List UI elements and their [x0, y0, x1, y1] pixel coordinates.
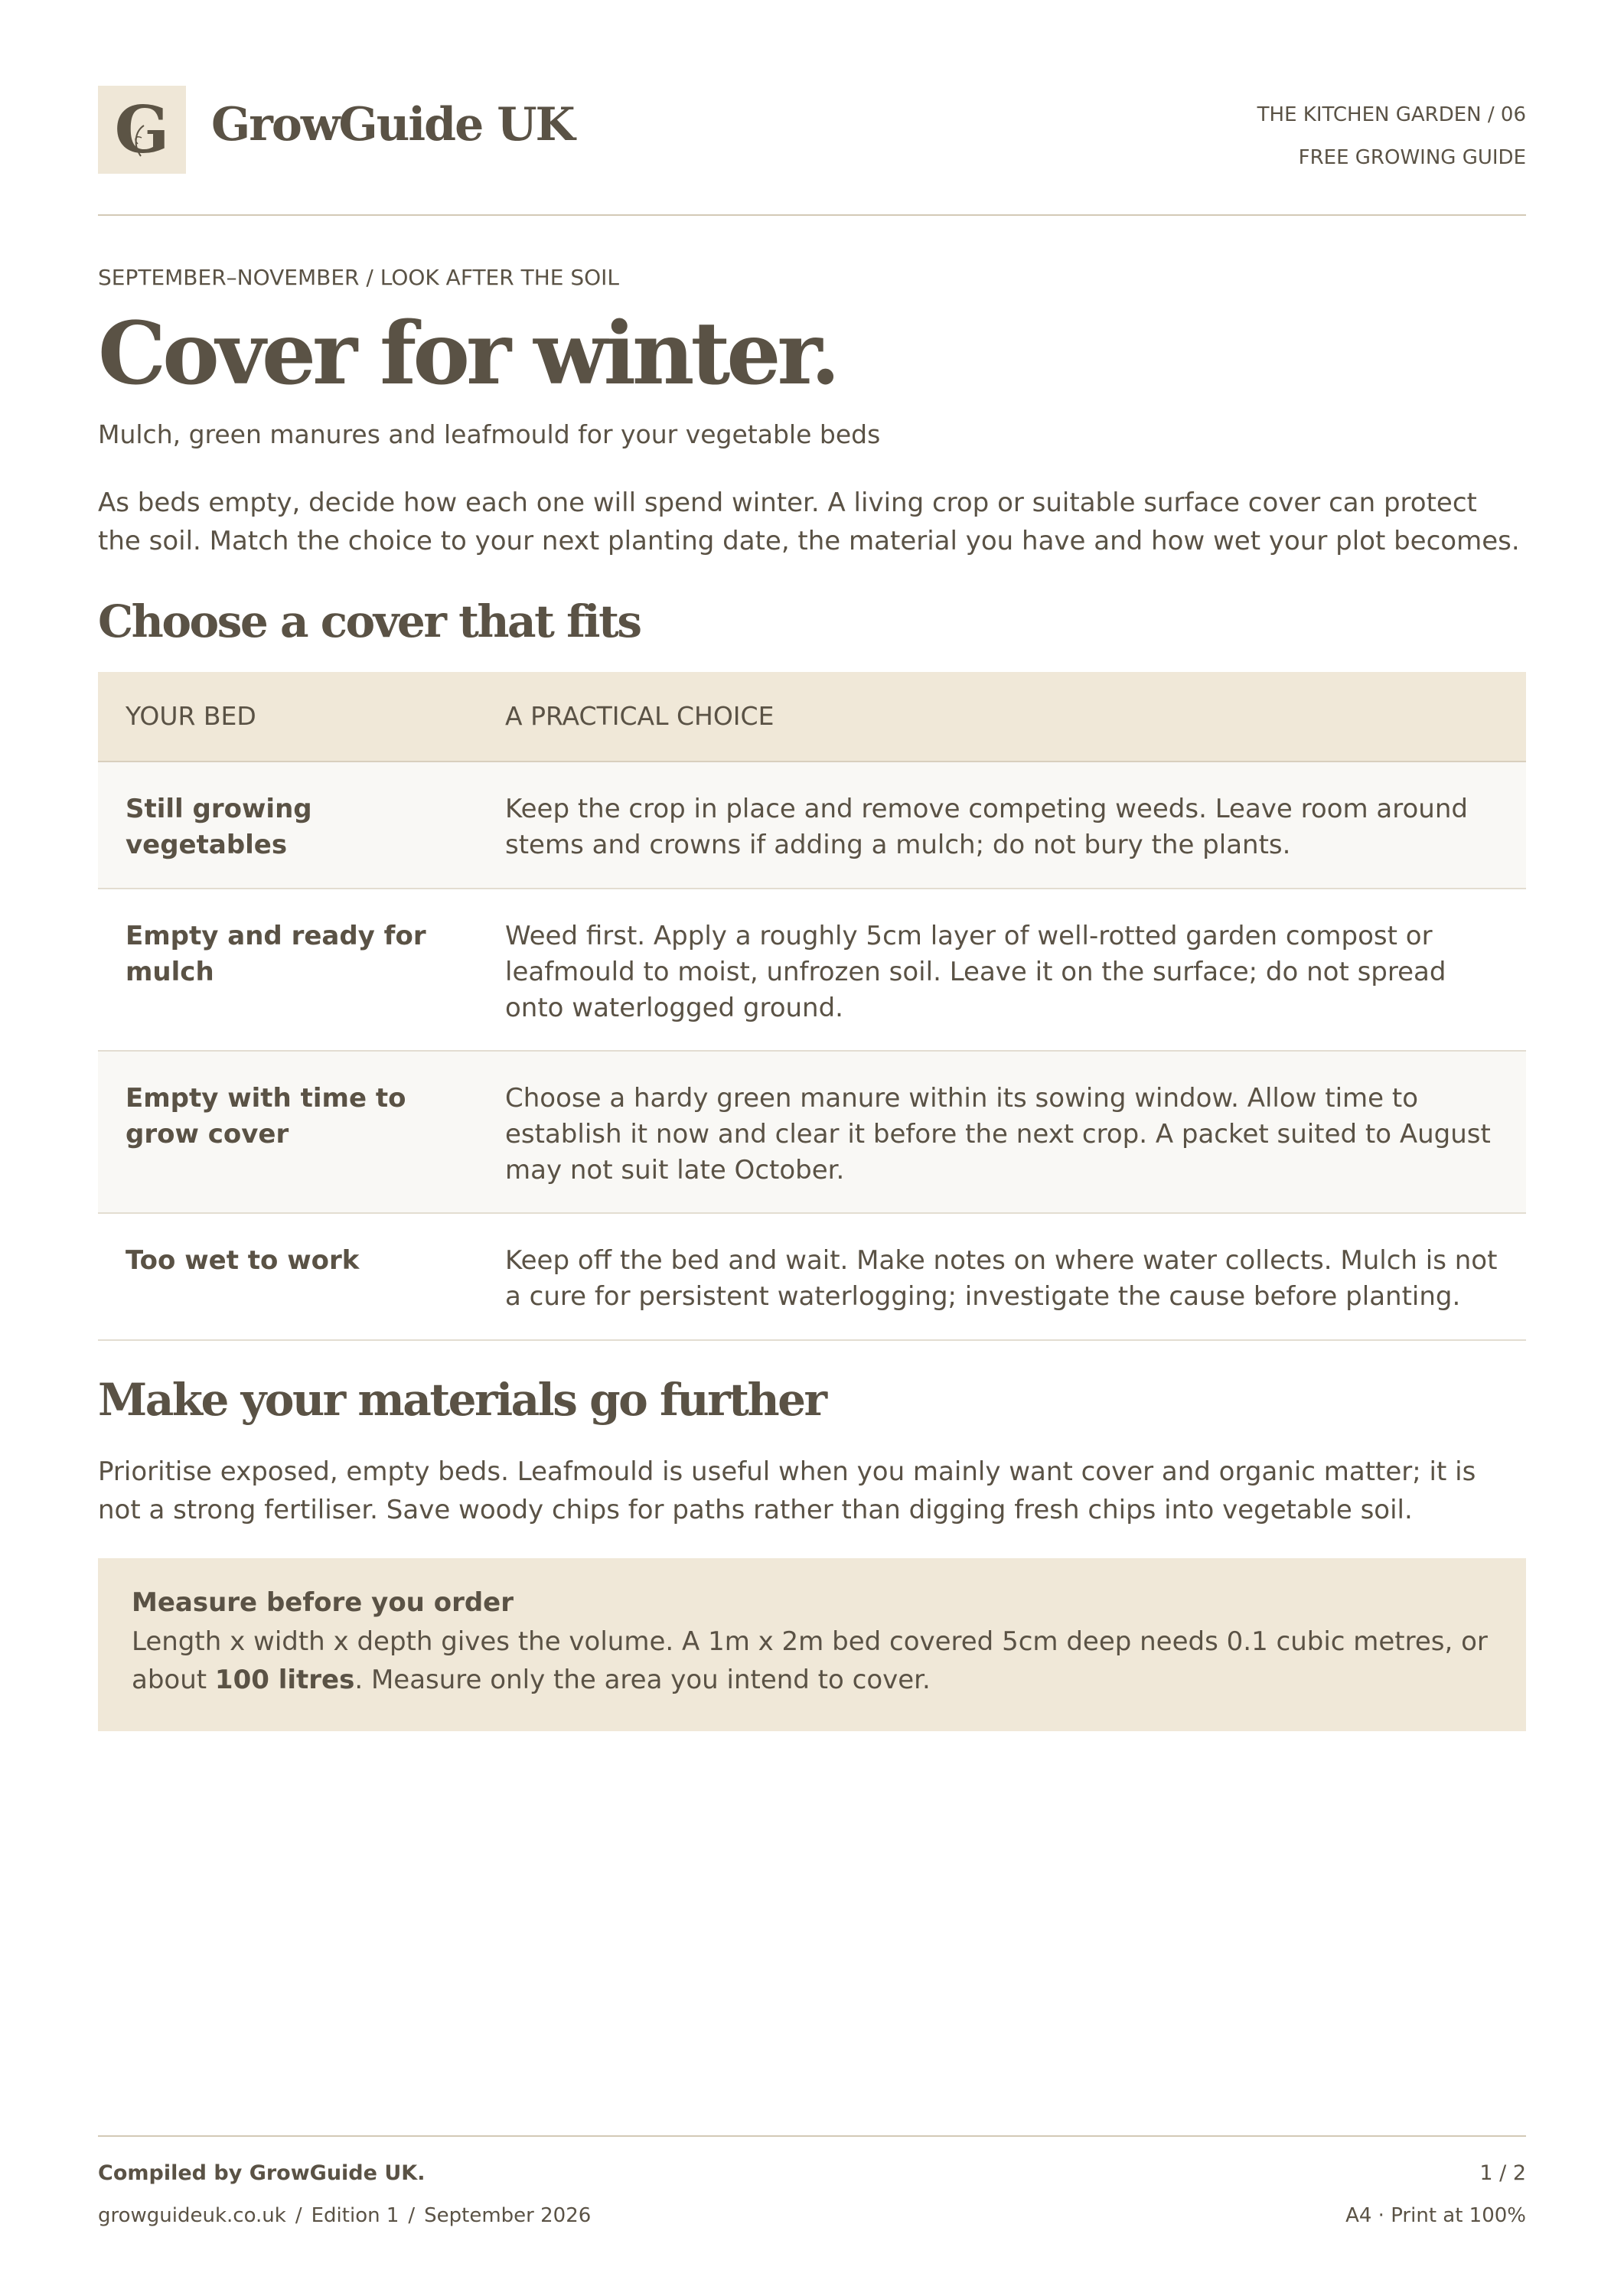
table-row: [98, 762, 1526, 889]
table-row: [98, 1214, 1526, 1341]
bed-cell: Empty with time to grow cover: [126, 1083, 406, 1150]
bed-cell: Too wet to work: [126, 1245, 360, 1276]
cover-table: [98, 672, 1526, 1341]
choice-cell: Choose a hardy green manure within its sowing window. Allow time to establish it now and clear it before the next crop. A packet suited to August may not suit late October.: [505, 1083, 1491, 1186]
column-header-choice: A PRACTICAL CHOICE: [505, 701, 774, 731]
header: [98, 86, 1526, 178]
callout-text-start: Length x width x depth gives the volume. A 1m x 2m bed covered 5cm deep needs 0.1 cubic metres, or about: [132, 1626, 1488, 1695]
callout-text-end: . Measure only the area you intend to cover.: [354, 1665, 931, 1695]
subtitle: Mulch, green manures and leafmould for your vegetable beds: [98, 419, 881, 449]
column-header-bed: YOUR BED: [126, 701, 256, 731]
date-label: September 2026: [424, 2204, 592, 2227]
measure-callout: [98, 1558, 1526, 1731]
header-meta: [1257, 93, 1526, 179]
choice-cell: Keep the crop in place and remove competing weeds. Leave room around stems and crowns if adding a mulch; do not bury the plants.: [505, 794, 1468, 860]
table-header: [98, 672, 1526, 762]
bed-cell: Empty and ready for mulch: [126, 921, 426, 987]
brand-name: GrowGuide UK: [211, 98, 574, 152]
section-heading-cover: Choose a cover that fits: [98, 595, 641, 647]
website-link[interactable]: growguideuk.co.uk: [98, 2204, 286, 2227]
logo: [98, 86, 186, 174]
page-title: Cover for winter.: [98, 304, 837, 404]
callout-title: Measure before you order: [132, 1587, 514, 1618]
choice-cell: Weed first. Apply a roughly 5cm layer of well-rotted garden compost or leafmould to moist, unfrozen soil. Leave it on the surface; do not spread onto waterlogged ground.: [505, 921, 1446, 1023]
header-divider: [98, 214, 1526, 216]
edition-label: Edition 1: [311, 2204, 399, 2227]
callout-text: [132, 1623, 1502, 1699]
page: [98, 0, 1526, 2296]
logo-letter: G: [114, 92, 170, 168]
page-number: 1 / 2: [1479, 2161, 1526, 2185]
eyebrow: SEPTEMBER–NOVEMBER / LOOK AFTER THE SOIL: [98, 265, 620, 290]
table-row: [98, 1052, 1526, 1214]
callout-volume: 100 litres: [214, 1665, 355, 1695]
bed-cell: Still growing vegetables: [126, 794, 312, 860]
intro-paragraph: As beds empty, decide how each one will spend winter. A living crop or suitable surface cover can protect the soil. Match the choice to your next planting date, the material you have and how wet your plot becomes.: [98, 488, 1520, 556]
series-label: THE KITCHEN GARDEN / 06: [1257, 103, 1526, 126]
footer-details: growguideuk.co.uk / Edition 1 / September 2026: [98, 2204, 592, 2227]
footer-divider: [98, 2135, 1526, 2137]
compiled-by: Compiled by GrowGuide UK.: [98, 2161, 426, 2185]
guide-type-label: FREE GROWING GUIDE: [1298, 146, 1526, 169]
choice-cell: Keep off the bed and wait. Make notes on where water collects. Mulch is not a cure for persistent waterlogging; investigate the cause before planting.: [505, 1245, 1498, 1312]
leaf-icon: [98, 86, 186, 174]
materials-paragraph: Prioritise exposed, empty beds. Leafmould is useful when you mainly want cover and organic matter; it is not a strong fertiliser. Save woody chips for paths rather than digging fresh chips into vegetable soil.: [98, 1456, 1476, 1525]
section-heading-materials: Make your materials go further: [98, 1374, 826, 1426]
table-row: [98, 889, 1526, 1052]
print-note: A4 · Print at 100%: [1345, 2204, 1526, 2227]
